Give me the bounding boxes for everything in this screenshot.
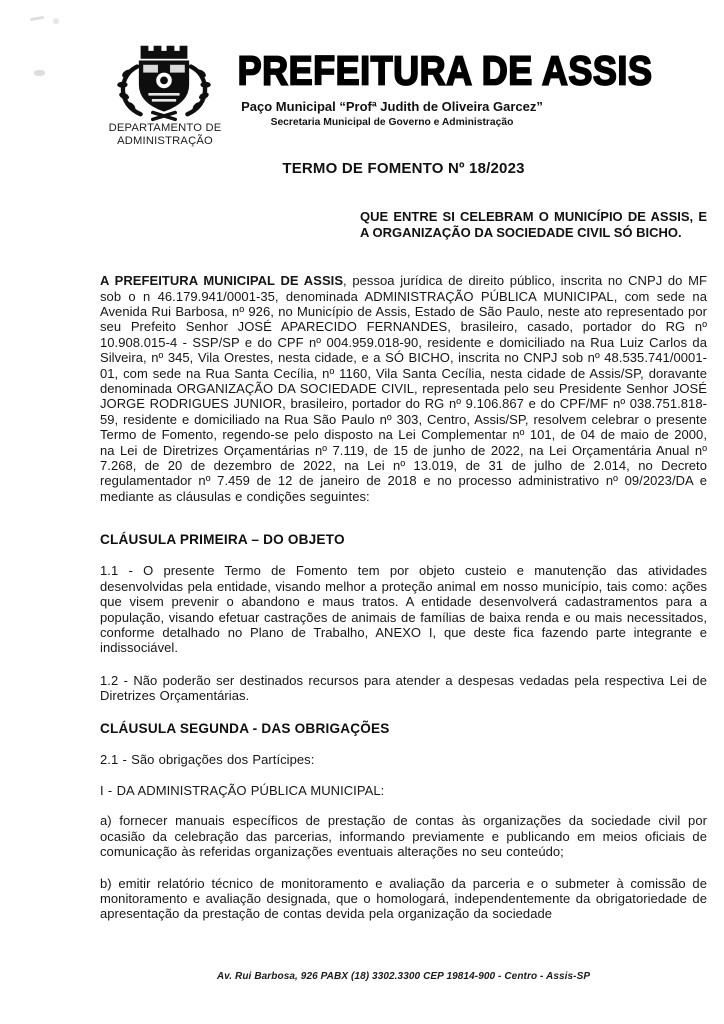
clause-two-item-b: b) emitir relatório técnico de monitoramento e avaliação da parceria e o submeter à comissão de monitoramento e avaliação designada, que o homologará, independentemente da obrigatoriedade de apresentação da prestação de contas devida pela organização da sociedade xyxy=(100,875,707,922)
secretariat-label: Secretaria Municipal de Governo e Administração xyxy=(270,117,514,128)
clause-two-heading: CLÁUSULA SEGUNDA - DAS OBRIGAÇÕES xyxy=(100,720,390,736)
department-label: DEPARTAMENTO DE ADMINISTRAÇÃO xyxy=(108,122,222,147)
document-body xyxy=(100,160,707,922)
clause-two-item-a: a) fornecer manuais específicos de prestação de contas às organizações da sociedade civil por ocasião da celebração das parcerias, informando previamente e publicando em meios oficiais de comunicação às referidas organizações eventuais alterações no seu conteúdo; xyxy=(100,813,707,860)
document-title: TERMO DE FOMENTO Nº 18/2023 xyxy=(282,160,525,177)
scan-artifact xyxy=(34,70,45,76)
coat-of-arms-icon xyxy=(116,44,212,122)
intro-body: , pessoa jurídica de direito público, inscrita no CNPJ do MF sob o n 46.179.941/0001-35, denominada ADMINISTRAÇÃO PÚBLICA MUNICIPAL, com sede na Avenida Rui Barbosa, nº 926, no Município de Assis, Estado de São Paulo, neste ato representado por seu Prefeito Senhor JOSÉ APARECIDO FERNANDES, brasileiro, casado, portador do RG nº 10.908.015-4 - SSP/SP e do CPF nº 004.959.018-90, residente e domiciliado na Rua Luiz Carlos da Silveira, nº 345, Vila Orestes, nesta cidade, e a SÓ BICHO, inscrita no CNPJ sob nº 48.535.741/0001-01, com sede na Rua Santa Cecília, nº 1160, Vila Santa Cecília, nesta cidade de Assis/SP, doravante denominada ORGANIZAÇÃO DA SOCIEDADE CIVIL, representada pelo seu Presidente Senhor JOSÉ JORGE RODRIGUES JUNIOR, brasileiro, portador do RG nº 9.106.867 e do CPF/MF nº 038.751.818-59, residente e domiciliado na Rua São Paulo nº 303, Centro, Assis/SP, resolvem celebrar o presente Termo de Fomento, regendo-se pelo disposto na Lei Complementar nº 101, de 04 de maio de 2000, na Lei de Diretrizes Orçamentárias nº 7.119, de 15 de junho de 2022, na Lei Orçamentária Anual nº 7.268, de 20 de dezembro de 2022, na Lei nº 13.019, de 31 de julho de 2.014, no Decreto regulamentador nº 7.459 de 12 de janeiro de 2018 e no processo administrativo nº 09/2023/DA e mediante as cláusulas e condições seguintes: xyxy=(100,273,707,504)
preamble-block: QUE ENTRE SI CELEBRAM O MUNICÍPIO DE ASSIS, E A ORGANIZAÇÃO DA SOCIEDADE CIVIL SÓ BICHO. xyxy=(360,209,707,240)
clause-one-heading: CLÁUSULA PRIMEIRA – DO OBJETO xyxy=(100,532,345,548)
clause-two-section-1: I - DA ADMINISTRAÇÃO PÚBLICA MUNICIPAL: xyxy=(100,782,385,798)
clause-one-item-1-1: 1.1 - O presente Termo de Fomento tem por objeto custeio e manutenção das atividades desenvolvidas pela entidade, visando melhor a proteção animal em nosso município, tais como: ações que visem prevenir o abandono e maus tratos. A entidade desenvolverá cadastramentos para a população, visando efetuar castrações de animais de famílias de baixa renda e ou mais necessitados, conforme detalhado no Plano de Trabalho, ANEXO I, que deste fica fazendo parte integrante e indissociável. xyxy=(100,563,707,656)
intro-lead: A PREFEITURA MUNICIPAL DE ASSIS xyxy=(100,273,344,289)
clause-one-item-1-2: 1.2 - Não poderão ser destinados recursos para atender a despesas vedadas pela respectiva Lei de Diretrizes Orçamentárias. xyxy=(100,672,707,704)
intro-paragraph xyxy=(100,273,707,504)
municipal-hall-name: Paço Municipal “Profª Judith de Oliveira Garcez” xyxy=(241,99,543,114)
scan-artifact xyxy=(53,18,59,24)
scan-artifact xyxy=(30,16,44,21)
clause-two-item-2-1: 2.1 - São obrigações dos Partícipes: xyxy=(100,751,315,767)
footer-address: Av. Rui Barbosa, 926 PABX (18) 3302.3300 CEP 19814-900 - Centro - Assis-SP xyxy=(216,971,591,982)
organization-title: PREFEITURA DE ASSIS xyxy=(237,47,653,94)
